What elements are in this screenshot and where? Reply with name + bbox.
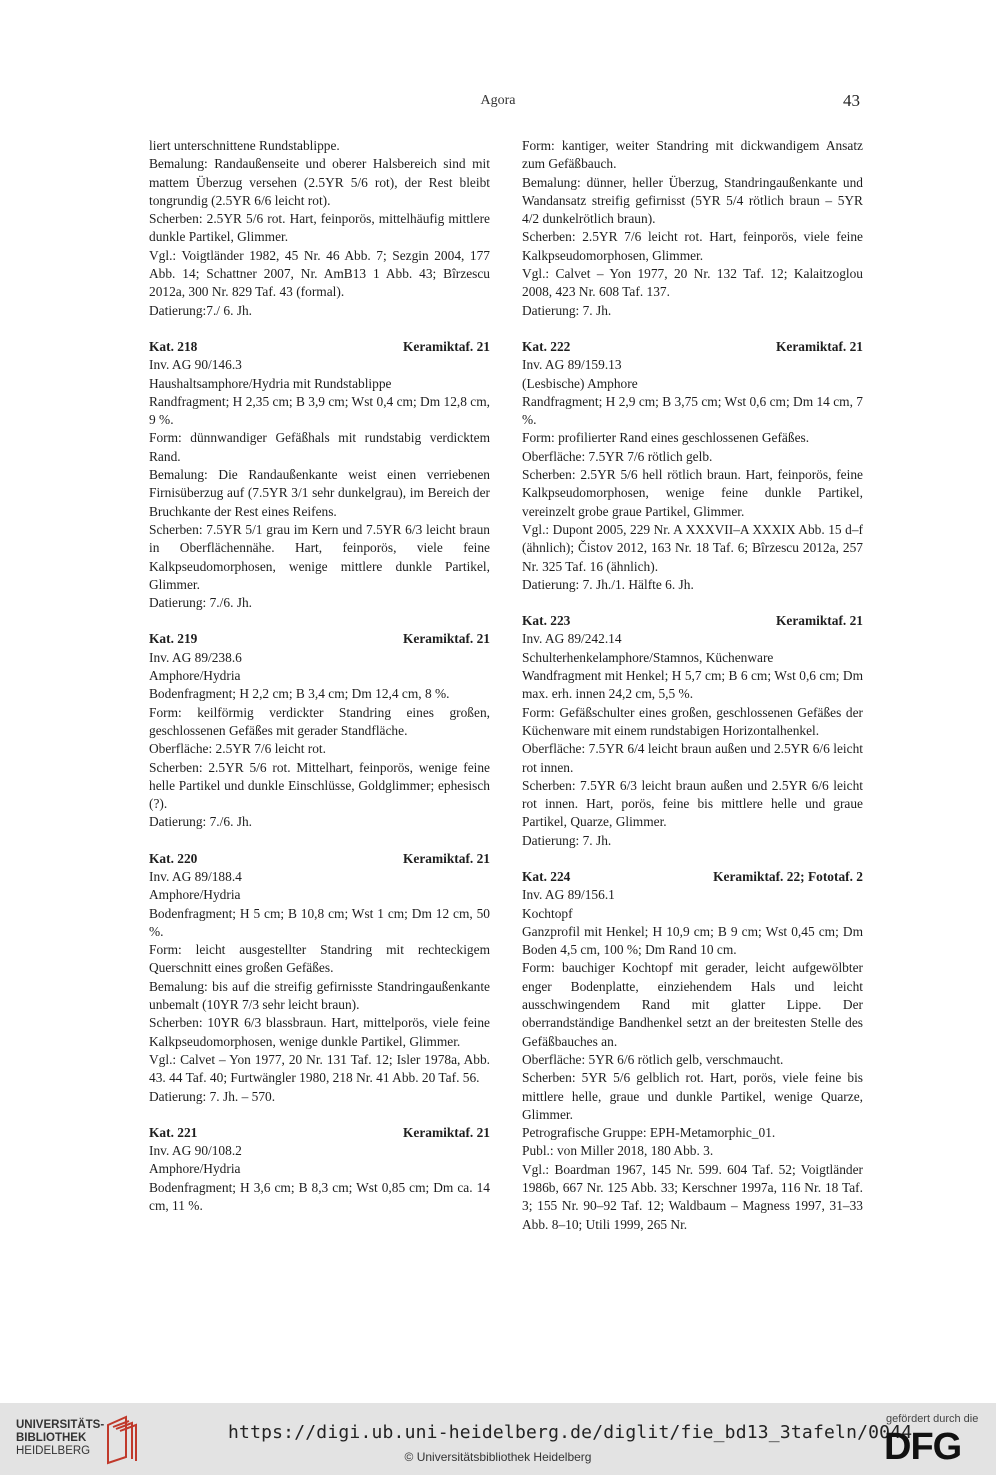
entry-line: Scherben: 5YR 5/6 gelblich rot. Hart, porös, viele feine bis mittlere helle, graue und dunkle Partikel, wenige Quarze, Glimmer. (522, 1070, 863, 1122)
entry-line: Vgl.: Dupont 2005, 229 Nr. A XXXVII–A XXXIX Abb. 15 d–f (ähnlich); Čistov 2012, 163 Nr. 18 Taf. 6; Bîrzescu 2012a, 257 Nr. 325 Taf. 16 (ähnlich). (522, 521, 863, 574)
entry-line: Oberfläche: 7.5YR 7/6 rötlich gelb. (522, 448, 713, 464)
entry-line: Randfragment; H 2,35 cm; B 3,9 cm; Wst 0,4 cm; Dm 12,8 cm, 9 %. (149, 393, 490, 428)
library-name-line: UNIVERSITÄTS- (16, 1419, 105, 1431)
catalog-entry-218 (149, 338, 490, 612)
entry-line: Form: profilierter Rand eines geschlossenen Gefäßes. (522, 430, 810, 446)
entry-line: Datierung: 7./6. Jh. (149, 814, 253, 830)
entry-line: Vgl.: Calvet – Yon 1977, 20 Nr. 131 Taf. 12; Isler 1978a, Abb. 43. 44 Taf. 40; Furtwängler 1980, 218 Nr. 41 Abb. 20 Taf. 56. (149, 1051, 490, 1086)
entry-line: Petrografische Gruppe: EPH-Metamorphic_01. (522, 1125, 776, 1141)
entry-line: Datierung: 7. Jh. – 570. (149, 1088, 276, 1104)
entry-line: Inv. AG 89/159.13 (522, 357, 622, 373)
entry-line: Form: Gefäßschulter eines großen, geschlossenen Gefäßes der Küchenware mit einem rundstabigen Horizontalhenkel. (522, 704, 863, 738)
entry-heading (522, 338, 863, 356)
continued-entry (149, 137, 490, 320)
entry-line: Datierung:7./ 6. Jh. (149, 302, 253, 318)
entry-line: Vgl.: Voigtländer 1982, 45 Nr. 46 Abb. 7; Sezgin 2004, 177 Abb. 14; Schattner 2007, Nr. AmB13 1 Abb. 43; Bîrzescu 2012a, 300 Nr. 829 Taf. 43 (formal). (149, 247, 490, 300)
plate-reference: Keramiktaf. 21 (402, 631, 490, 647)
entry-line: Scherben: 7.5YR 5/1 grau im Kern und 7.5YR 6/3 leicht braun in Oberflächennähe. Hart, feinporös, viele feine Kalkpseudomorphosen, wenige mittlere dunkle Partikel, Glimmer. (149, 521, 490, 592)
page-number: 43 (843, 91, 860, 110)
copyright-notice: © Universitätsbibliothek Heidelberg (404, 1450, 592, 1464)
entry-line: Oberfläche: 7.5YR 6/4 leicht braun außen und 2.5YR 6/6 leicht rot innen. (522, 741, 863, 775)
entry-line: Amphore/Hydria (149, 1161, 241, 1177)
entry-line: Form: dünnwandiger Gefäßhals mit rundstabig verdicktem Rand. (149, 430, 490, 464)
entry-line: Scherben: 2.5YR 5/6 hell rötlich braun. Hart, feinporös, feine Kalkpseudomorphosen, wenige feine dunkle Partikel, vereinzelt grobe graue Partikel, Glimmer. (522, 467, 863, 519)
left-column (149, 137, 490, 1215)
plate-reference: Keramiktaf. 21 (775, 338, 863, 354)
entry-line: Oberfläche: 2.5YR 7/6 leicht rot. (149, 741, 327, 757)
entry-line: Randfragment; H 2,9 cm; B 3,75 cm; Wst 0,6 cm; Dm 14 cm, 7 %. (522, 393, 863, 428)
entry-line: Datierung: 7. Jh. (522, 832, 612, 848)
entry-line: Bemalung: bis auf die streifig gefirnisste Standringaußenkante unbemalt (10YR 7/3 sehr leicht braun). (149, 978, 490, 1013)
entry-line: Scherben: 7.5YR 6/3 leicht braun außen und 2.5YR 6/6 leicht rot innen. Hart, porös, feine bis mittlere helle und graue Partikel, Quarze, Glimmer. (522, 777, 863, 830)
library-name-line: HEIDELBERG (16, 1445, 91, 1457)
plate-reference: Keramiktaf. 21 (402, 850, 490, 866)
catalog-number: Kat. 223 (522, 613, 571, 629)
entry-heading (522, 868, 863, 886)
plate-reference: Keramiktaf. 22; Fototaf. 2 (713, 868, 863, 884)
entry-line: Form: kantiger, weiter Standring mit dickwandigem Ansatz zum Gefäßbauch. (522, 138, 863, 172)
catalog-entry-221 (149, 1124, 490, 1215)
entry-line: Amphore/Hydria (149, 887, 241, 903)
catalog-entry-220 (149, 850, 490, 1106)
plate-reference: Keramiktaf. 21 (402, 338, 490, 354)
entry-line: Haushaltsamphore/Hydria mit Rundstablippe (149, 375, 392, 391)
catalog-number: Kat. 219 (149, 631, 198, 647)
entry-line: Bemalung: Randaußenseite und oberer Halsbereich sind mit mattem Überzug versehen (2.5YR 5/6 rot), der Rest bleibt tongrundig (2.5YR 6/6 leicht rot). (149, 156, 490, 208)
entry-line: Scherben: 2.5YR 7/6 leicht rot. Hart, feinporös, viele feine Kalkpseudomorphosen, Glimmer. (522, 229, 863, 263)
entry-line: Inv. AG 89/242.14 (522, 631, 622, 647)
catalog-entry-222 (522, 338, 863, 594)
entry-line: liert unterschnittene Rundstablippe. (149, 138, 340, 153)
entry-line: Scherben: 10YR 6/3 blassbraun. Hart, mittelporös, viele feine Kalkpseudomorphosen, wenige dunkle Partikel, Glimmer. (149, 1015, 490, 1049)
dfg-logo[interactable]: DFG (884, 1426, 962, 1468)
entry-line: Form: leicht ausgestellter Standring mit rechteckigem Querschnitt eines großen Gefäßes. (149, 942, 490, 976)
catalog-number: Kat. 222 (522, 338, 571, 354)
entry-line: Vgl.: Calvet – Yon 1977, 20 Nr. 132 Taf. 12; Kalaitzoglou 2008, 423 Nr. 608 Taf. 137. (522, 266, 863, 300)
entry-heading (149, 630, 490, 648)
entry-line: Inv. AG 89/188.4 (149, 868, 242, 884)
entry-line: Bodenfragment; H 2,2 cm; B 3,4 cm; Dm 12,4 cm, 8 %. (149, 686, 450, 702)
entry-line: Oberfläche: 5YR 6/6 rötlich gelb, verschmaucht. (522, 1051, 784, 1067)
entry-heading (522, 612, 863, 630)
catalog-entry-223 (522, 612, 863, 850)
entry-line: Form: keilförmig verdickter Standring eines großen, geschlossenen Gefäßes mit gerader Standfläche. (149, 704, 490, 738)
library-name-line: BIBLIOTHEK (16, 1432, 87, 1444)
catalog-entry-219 (149, 630, 490, 831)
entry-line: Scherben: 2.5YR 5/6 rot. Hart, feinporös, mittelhäufig mittlere dunkle Partikel, Glimmer. (149, 211, 490, 245)
entry-line: Bodenfragment; H 5 cm; B 10,8 cm; Wst 1 cm; Dm 12 cm, 50 %. (149, 905, 490, 939)
plate-reference: Keramiktaf. 21 (402, 1124, 490, 1140)
entry-line: Bodenfragment; H 3,6 cm; B 8,3 cm; Wst 0,85 cm; Dm ca. 14 cm, 11 %. (149, 1179, 490, 1214)
entry-line: Bemalung: Die Randaußenkante weist einen verriebenen Firnisüberzug auf (7.5YR 3/1 sehr dunkelgrau), im Bereich der Bruchkante der Rest eines Reifens. (149, 467, 490, 519)
entry-line: Datierung: 7./6. Jh. (149, 595, 253, 611)
plate-reference: Keramiktaf. 21 (775, 613, 863, 629)
continued-entry (522, 137, 863, 320)
right-column (522, 137, 863, 1234)
entry-line: Wandfragment mit Henkel; H 5,7 cm; B 6 cm; Wst 0,6 cm; Dm max. erh. innen 24,2 cm, 5,5 %. (522, 668, 863, 702)
entry-line: Schulterhenkelamphore/Stamnos, Küchenware (522, 649, 774, 665)
entry-line: Inv. AG 90/146.3 (149, 357, 242, 373)
catalog-number: Kat. 224 (522, 868, 571, 884)
entry-heading (149, 338, 490, 356)
entry-line: Inv. AG 90/108.2 (149, 1143, 242, 1159)
entry-line: Kochtopf (522, 905, 573, 921)
entry-line: Datierung: 7. Jh./1. Hälfte 6. Jh. (522, 576, 694, 592)
catalog-number: Kat. 218 (149, 338, 198, 354)
catalog-number: Kat. 221 (149, 1124, 198, 1140)
running-head: Agora (480, 93, 516, 108)
entry-line: (Lesbische) Amphore (522, 375, 638, 391)
entry-line: Publ.: von Miller 2018, 180 Abb. 3. (522, 1143, 714, 1159)
entry-line: Ganzprofil mit Henkel; H 10,9 cm; B 9 cm; Wst 0,45 cm; Dm Boden 4,5 cm, 100 %; Dm Rand 10 cm. (522, 923, 863, 958)
footer-bar (0, 1403, 996, 1475)
entry-line: Scherben: 2.5YR 5/6 rot. Mittelhart, feinporös, wenige feine helle Partikel und dunkle Einschlüsse, Goldglimmer; ephesisch (?). (149, 759, 490, 812)
entry-line: Datierung: 7. Jh. (522, 302, 612, 318)
entry-line: Amphore/Hydria (149, 668, 241, 684)
entry-line: Inv. AG 89/156.1 (522, 887, 615, 903)
catalog-number: Kat. 220 (149, 850, 198, 866)
document-url-link[interactable]: https://digi.ub.uni-heidelberg.de/diglit/fie_bd13_3tafeln/0044 (228, 1422, 913, 1443)
entry-line: Inv. AG 89/238.6 (149, 649, 242, 665)
entry-heading (149, 1124, 490, 1142)
entry-heading (149, 850, 490, 868)
catalog-entry-224 (522, 868, 863, 1234)
entry-line: Bemalung: dünner, heller Überzug, Standringaußenkante und Wandansatz streifig gefirnisst (5YR 5/4 rötlich braun – 5YR 4/2 dunkelrötlich braun). (522, 174, 863, 227)
entry-line: Form: bauchiger Kochtopf mit gerader, leicht aufgewölbter enger Bodenplatte, einziehendem Hals und leicht ausschwingendem Rand mit glatter Lippe. Der oberrandständige Bandhenkel setzt an der breitesten Stelle des Gefäßbauches an. (522, 960, 863, 1049)
funder-caption: gefördert durch die (886, 1413, 979, 1425)
entry-line: Vgl.: Boardman 1967, 145 Nr. 599. 604 Taf. 52; Voigtländer 1986b, 667 Nr. 125 Abb. 33; Kerschner 1997a, 116 Nr. 18 Taf. 3; 155 Nr. 90–92 Taf. 12; Waldbaum – Magness 1997, 31–33 Abb. 8–10; Utili 1999, 265 Nr. (522, 1161, 863, 1232)
